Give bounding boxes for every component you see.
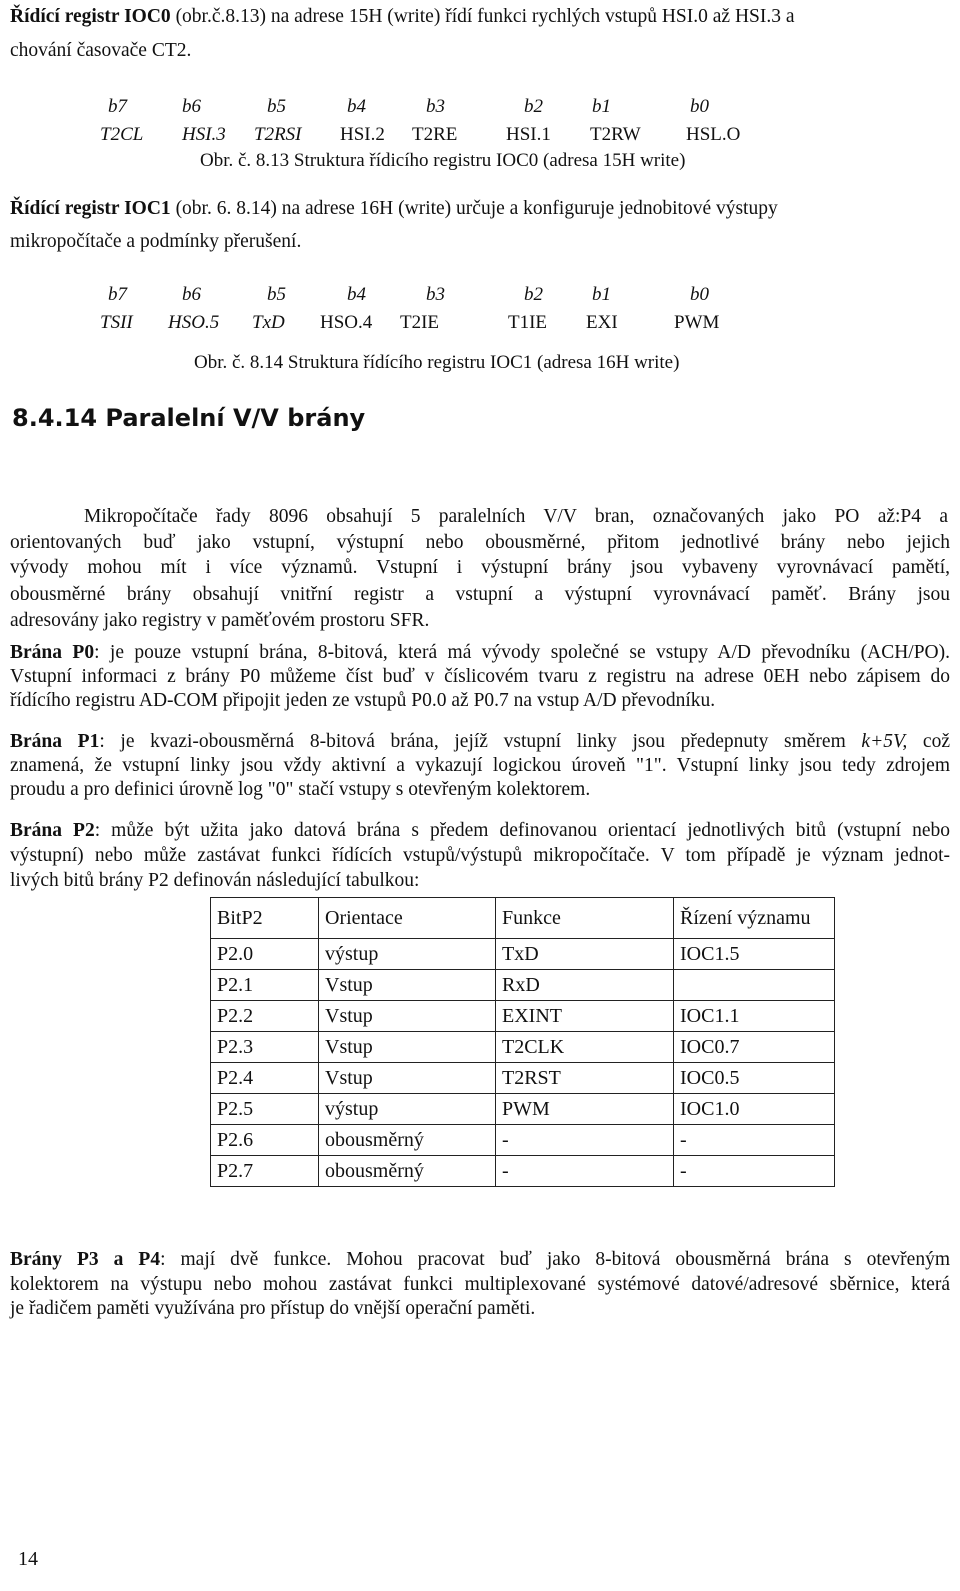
p0-paragraph-line <box>10 640 950 666</box>
p34-paragraph-line: kolektorem na výstupu nebo mohou zastávat funkci multiplexované systémové datové/adresové sběrnice, která <box>10 1274 950 1295</box>
table-cell: - <box>496 1156 674 1187</box>
table-cell: P2.0 <box>211 939 319 970</box>
p34-paragraph-line <box>10 1247 950 1273</box>
table-header-cell: Funkce <box>496 898 674 939</box>
p34-paragraph-line: je řadičem paměti využívána pro přístup do vnější operační paměti. <box>10 1298 536 1319</box>
ioc0-field: T2CL <box>100 124 144 145</box>
table-cell: T2RST <box>496 1063 674 1094</box>
ioc1-bit-label: b6 <box>182 284 201 305</box>
section-heading: 8.4.14 Paralelní V/V brány <box>12 404 366 432</box>
table-cell: TxD <box>496 939 674 970</box>
table-cell: IOC1.0 <box>674 1094 835 1125</box>
table-cell: obousměrný <box>319 1125 496 1156</box>
ioc0-bit-label: b2 <box>524 96 543 117</box>
table-cell: IOC0.5 <box>674 1063 835 1094</box>
ioc1-field: TxD <box>252 312 285 333</box>
table-cell: P2.5 <box>211 1094 319 1125</box>
table-cell: - <box>674 1125 835 1156</box>
table-cell <box>674 970 835 1001</box>
table-cell: - <box>674 1156 835 1187</box>
p2-text: : může být užita jako datová brána s předem definovanou orientací jednotlivých bitů (vstupní nebo <box>94 820 950 841</box>
table-row <box>211 1001 835 1032</box>
ioc1-field: TSII <box>100 312 133 333</box>
table-row <box>211 970 835 1001</box>
ioc0-bit-label: b7 <box>108 96 127 117</box>
ioc0-field: T2RSI <box>254 124 302 145</box>
ioc0-bit-label: b1 <box>592 96 611 117</box>
ioc0-caption: Obr. č. 8.13 Struktura řídicího registru IOC0 (adresa 15H write) <box>200 150 686 171</box>
table-cell: P2.6 <box>211 1125 319 1156</box>
p0-text: : je pouze vstupní brána, 8-bitová, která má vývody společné se vstupy A/D převodníku (ACH/PO). <box>94 642 950 663</box>
ioc1-intro-text: (obr. 6. 8.14) na adrese 16H (write) určuje a konfiguruje jednobitové výstupy <box>170 198 778 219</box>
table-row <box>211 1125 835 1156</box>
port-p2-table <box>210 897 835 1187</box>
p2-label: Brána P2 <box>10 820 95 841</box>
table-header-cell: Řízení významu <box>674 898 835 939</box>
ioc0-field: T2RE <box>412 124 458 145</box>
ioc1-bit-label: b3 <box>426 284 445 305</box>
p1-text: což <box>907 731 950 752</box>
table-cell: IOC0.7 <box>674 1032 835 1063</box>
ioc1-field: HSO.4 <box>320 312 373 333</box>
ioc1-field: T1IE <box>508 312 548 333</box>
p0-paragraph-line: Vstupní informaci z brány P0 můžeme číst buď v číslicovém tvaru z registru na adrese 0EH nebo zápisem do <box>10 666 950 687</box>
ioc1-field: EXI <box>586 312 618 333</box>
table-cell: obousměrný <box>319 1156 496 1187</box>
p2-paragraph-line: výstupní) nebo může zastávat funkci řídících vstupů/výstupů mikropočítače. V tom případě je význam jednot- <box>10 845 950 866</box>
table-row <box>211 1032 835 1063</box>
table-cell: P2.7 <box>211 1156 319 1187</box>
table-cell: IOC1.1 <box>674 1001 835 1032</box>
ioc1-caption: Obr. č. 8.14 Struktura řídícího registru IOC1 (adresa 16H write) <box>194 352 680 373</box>
ioc0-field: T2RW <box>590 124 641 145</box>
intro-paragraph-line: adresovány jako registry v paměťovém prostoru SFR. <box>10 610 430 631</box>
page-number: 14 <box>18 1548 38 1570</box>
ioc1-field: PWM <box>674 312 720 333</box>
table-cell: RxD <box>496 970 674 1001</box>
ioc1-field: T2IE <box>400 312 440 333</box>
intro-paragraph-line: orientovaných buď jako vstupní, výstupní nebo obousměrné, přitom jednotlivé brány nebo jejich <box>10 532 950 553</box>
table-cell: výstup <box>319 1094 496 1125</box>
ioc1-bit-label: b0 <box>690 284 709 305</box>
p34-text: : mají dvě funkce. Mohou pracovat buď jako 8-bitová obousměrná brána s otevřeným <box>160 1249 950 1270</box>
p1-paragraph-line: proudu a pro definici úrovně log "0" stačí vstupy s otevřeným kolektorem. <box>10 779 591 800</box>
p2-paragraph-line <box>10 818 950 844</box>
p0-paragraph-line: řídícího registru AD-COM připojit jeden ze vstupů P0.0 až P0.7 na vstup A/D převodníku. <box>10 690 716 711</box>
p1-text: : je kvazi-obousměrná 8-bitová brána, jejíž vstupní linky jsou předepnuty směrem <box>99 731 862 752</box>
intro-paragraph-line: vývody mohou mít i více významů. Vstupní i výstupní brány jsou vybaveny vyrovnávací pamětí, <box>10 557 950 578</box>
table-cell: Vstup <box>319 970 496 1001</box>
ioc1-intro-line1 <box>10 196 950 222</box>
table-cell: Vstup <box>319 1001 496 1032</box>
ioc0-field: HSI.1 <box>506 124 551 145</box>
ioc1-field: HSO.5 <box>168 312 220 333</box>
ioc1-bit-label: b7 <box>108 284 127 305</box>
p1-paragraph-line <box>10 729 950 755</box>
intro-paragraph-line: obousměrné brány obsahují vnitřní registr a vstupní a výstupní vyrovnávací paměť. Brány jsou <box>10 584 950 605</box>
p2-paragraph-line: livých bitů brány P2 definován následující tabulkou: <box>10 870 420 891</box>
table-row <box>211 1094 835 1125</box>
ioc1-bit-label: b2 <box>524 284 543 305</box>
ioc0-intro-bold: Řídící registr IOC0 <box>10 6 171 27</box>
ioc1-intro-line2: mikropočítače a podmínky přerušení. <box>10 231 302 252</box>
ioc0-bit-label: b4 <box>347 96 366 117</box>
table-row <box>211 939 835 970</box>
table-header-cell: BitP2 <box>211 898 319 939</box>
ioc1-bit-label: b5 <box>267 284 286 305</box>
table-cell: Vstup <box>319 1032 496 1063</box>
ioc0-intro-line1 <box>10 4 950 30</box>
ioc0-intro-line2: chování časovače CT2. <box>10 40 192 61</box>
table-cell: EXINT <box>496 1001 674 1032</box>
p1-label: Brána P1 <box>10 731 100 752</box>
ioc1-bit-label: b1 <box>592 284 611 305</box>
ioc0-bit-label: b6 <box>182 96 201 117</box>
table-row <box>211 1156 835 1187</box>
table-cell: P2.2 <box>211 1001 319 1032</box>
ioc0-bit-label: b5 <box>267 96 286 117</box>
ioc1-bit-label: b4 <box>347 284 366 305</box>
table-cell: T2CLK <box>496 1032 674 1063</box>
table-cell: výstup <box>319 939 496 970</box>
table-cell: PWM <box>496 1094 674 1125</box>
ioc0-intro-text: (obr.č.8.13) na adrese 15H (write) řídí funkci rychlých vstupů HSI.0 až HSI.3 a <box>170 6 795 27</box>
table-cell: P2.4 <box>211 1063 319 1094</box>
ioc0-field: HSI.3 <box>182 124 226 145</box>
ioc0-bit-label: b3 <box>426 96 445 117</box>
p34-label: Brány P3 a P4 <box>10 1249 161 1270</box>
ioc1-intro-bold: Řídící registr IOC1 <box>10 198 171 219</box>
table-header-row <box>211 898 835 939</box>
ioc0-field: HSL.O <box>686 124 741 145</box>
table-cell: IOC1.5 <box>674 939 835 970</box>
table-cell: P2.1 <box>211 970 319 1001</box>
table-header-cell: Orientace <box>319 898 496 939</box>
intro-paragraph-line: Mikropočítače řady 8096 obsahují 5 paralelních V/V bran, označovaných jako PO až:P4 a <box>84 506 948 527</box>
table-cell: Vstup <box>319 1063 496 1094</box>
table-cell: P2.3 <box>211 1032 319 1063</box>
p1-text-italic: k+5V, <box>861 731 908 752</box>
ioc0-field: HSI.2 <box>340 124 385 145</box>
p0-label: Brána P0 <box>10 642 95 663</box>
p1-paragraph-line: znamená, že vstupní linky jsou vždy aktivní a vykazují logickou úroveň "1". Vstupní linky jsou tedy zdrojem <box>10 755 950 776</box>
ioc0-bit-label: b0 <box>690 96 709 117</box>
table-cell: - <box>496 1125 674 1156</box>
table-row <box>211 1063 835 1094</box>
